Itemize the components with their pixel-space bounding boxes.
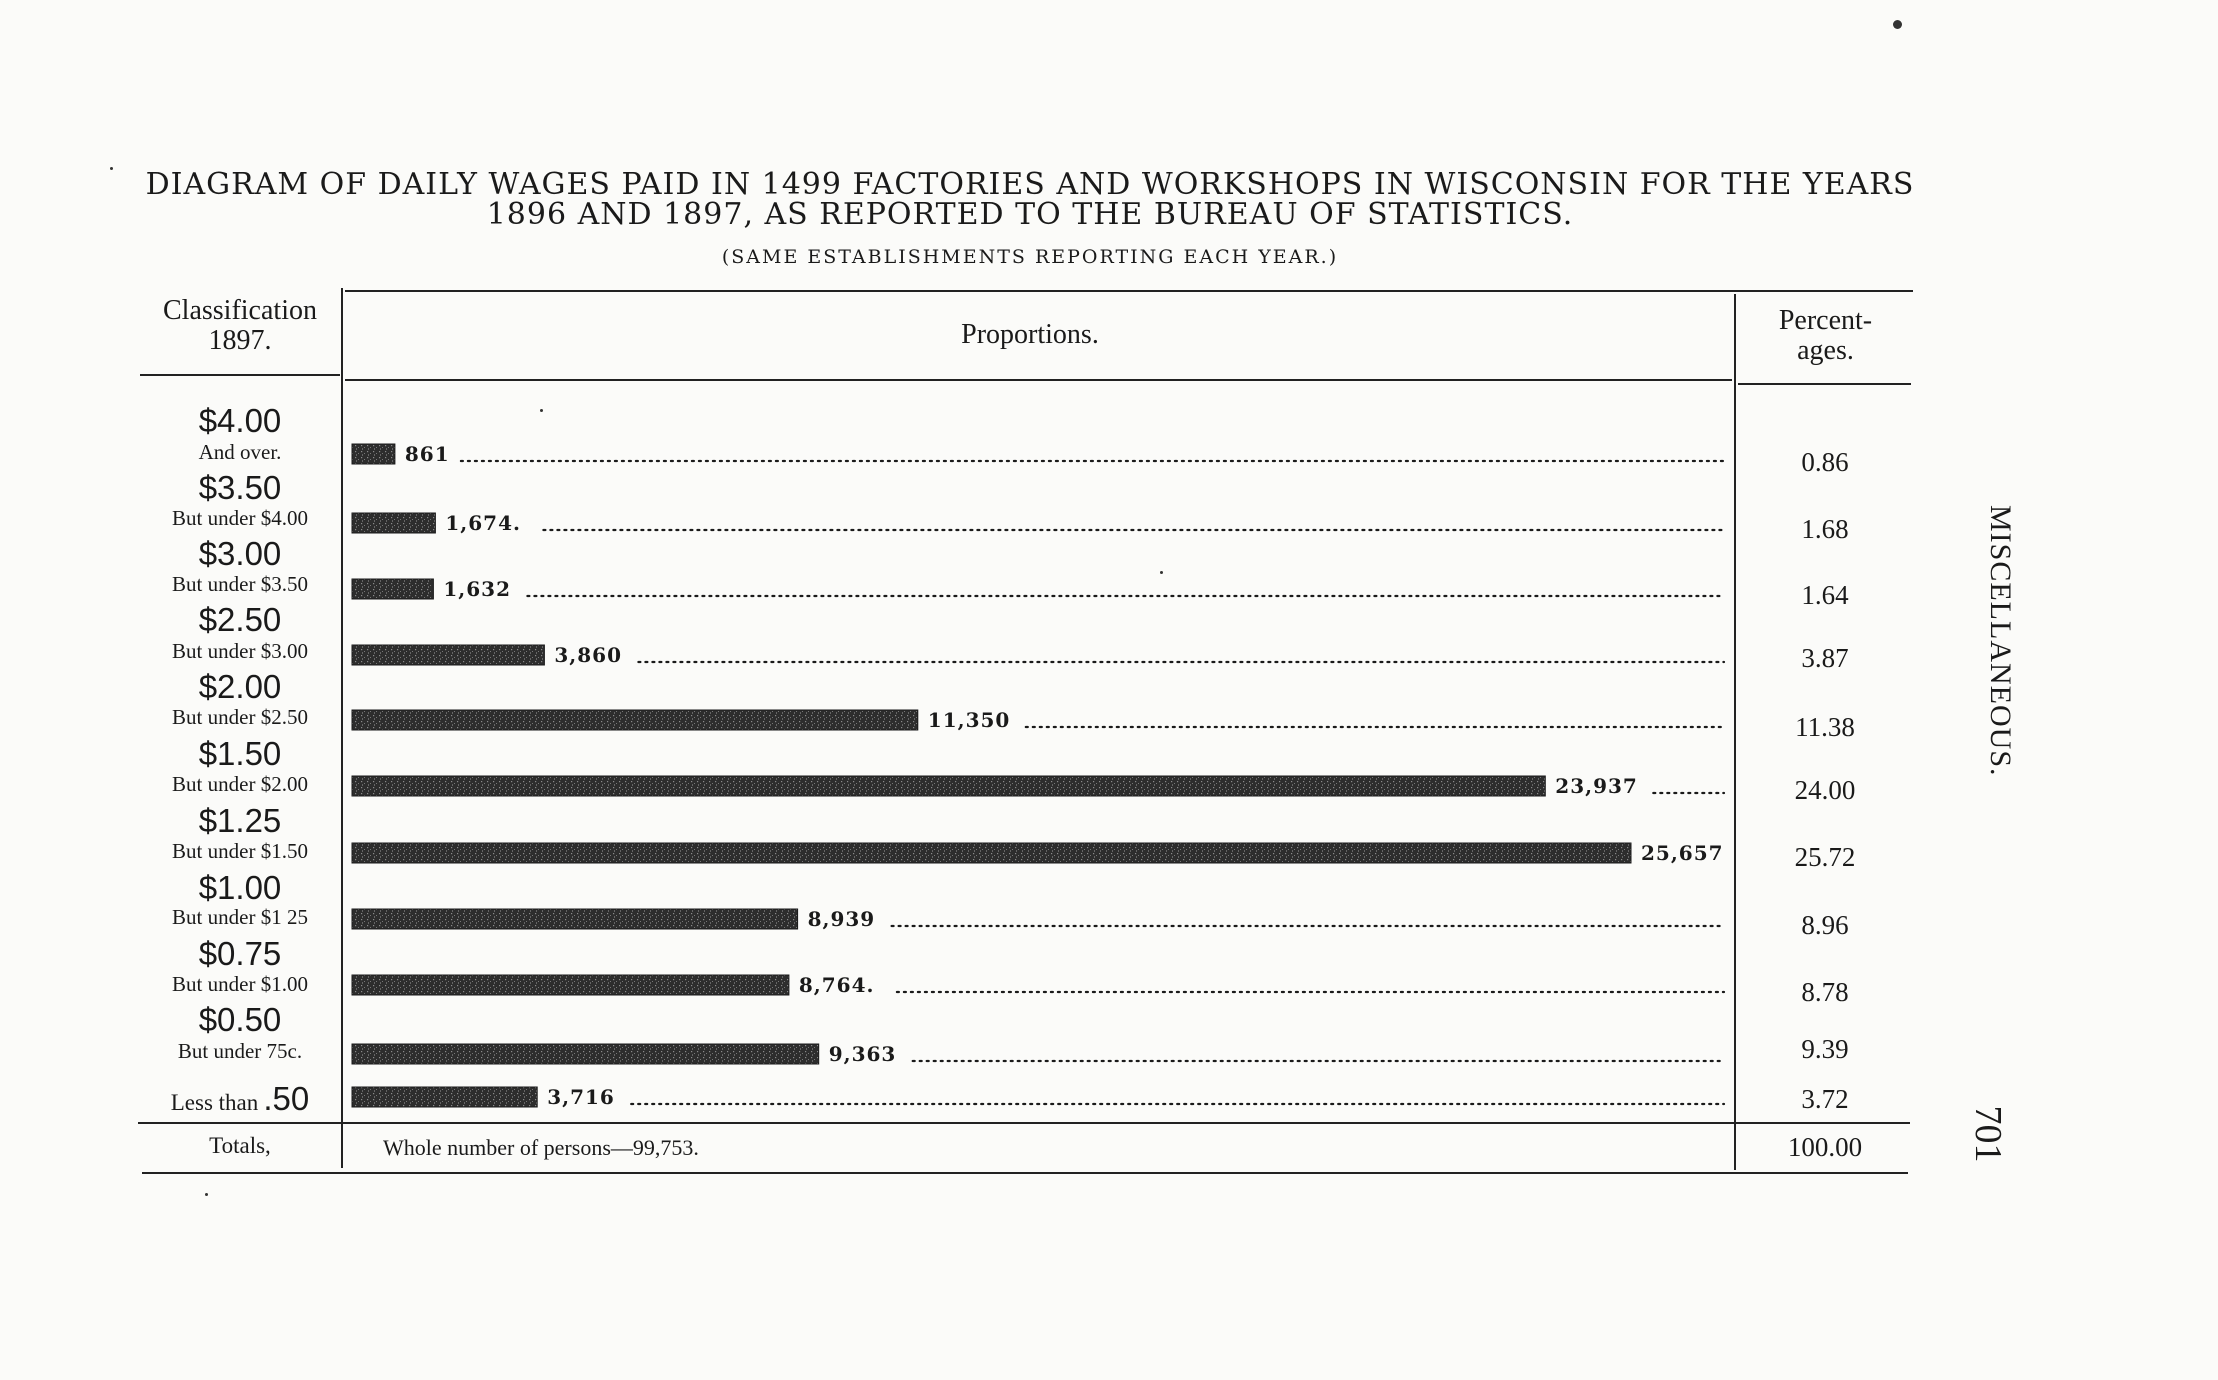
wage-condition-label: But under $2.50 [172,705,308,729]
wage-bar [352,513,435,533]
wage-condition-label: But under $2.00 [172,772,308,796]
page-number: 701 [1967,1105,2009,1163]
wage-condition-label: But under $4.00 [172,506,308,530]
percentage-value: 8.78 [1801,977,1849,1007]
wage-bar [352,909,798,929]
chart-title-line-2: 1896 AND 1897, AS REPORTED TO THE BUREAU OF STATISTICS. [486,197,1574,232]
wage-amount-label: $2.00 [198,668,282,705]
wage-amount-label: $2.50 [198,601,282,638]
wage-condition-label: And over. [198,440,282,464]
bar-value-label: 8,764. [798,973,875,997]
less-than-word: Less than [170,1090,259,1115]
percentage-value: 11.38 [1795,712,1855,742]
wage-amount-label: $4.00 [198,402,282,439]
bar-value-label: 25,657 [1641,841,1724,865]
scan-speck [1893,20,1902,29]
scan-speck [205,1193,208,1196]
header-classification: Classification 1897. [163,295,317,356]
bar-value-label: 23,937 [1555,774,1638,798]
wage-condition-label: But under $3.00 [172,639,308,663]
bar-value-label: 861 [404,442,450,466]
bar-value-label: 8,939 [807,907,876,931]
less-than-value: .50 [263,1080,310,1117]
percentage-value: 1.64 [1801,580,1849,610]
wage-condition-label: But under $3.50 [172,572,308,596]
wage-bar [352,776,1545,796]
wage-bar [352,975,789,995]
wage-bar [352,1044,819,1064]
bar-value-label: 11,350 [927,708,1011,732]
wage-amount-label: $0.75 [198,935,282,972]
bar-value-label: 9,363 [828,1042,897,1066]
section-heading: MISCELLANEOUS. [1984,505,2017,777]
bar-value-label: 3,860 [554,643,623,667]
wage-amount-label: $1.50 [198,735,282,772]
percentage-value: 1.68 [1801,514,1849,544]
bar-value-label: 3,716 [547,1085,615,1109]
percentage-value: 3.87 [1801,643,1849,673]
totals-percentage: 100.00 [1787,1132,1863,1162]
percentage-value: 0.86 [1801,447,1849,477]
scan-speck [110,167,113,170]
chart-subtitle: (SAME ESTABLISHMENTS REPORTING EACH YEAR.) [721,246,1339,268]
wage-bar [352,579,433,599]
wage-bar [352,843,1631,863]
percentage-value: 9.39 [1801,1034,1849,1064]
wage-condition-label: But under 75c. [177,1039,303,1063]
scan-speck [540,409,543,412]
wage-bar [352,645,544,665]
bar-value-label: 1,632 [443,577,512,601]
bar-value-label: 1,674. [445,511,521,535]
totals-label: Totals, [209,1133,271,1158]
percentage-value: 3.72 [1801,1084,1849,1114]
wage-amount-label: $3.50 [198,469,282,506]
scan-speck [1160,571,1163,574]
wage-condition-label: But under $1.50 [172,839,308,863]
whole-number-of-persons: Whole number of persons—99,753. [383,1135,699,1160]
wage-bar [352,710,918,730]
wage-amount-label: $3.00 [198,535,282,572]
percentage-value: 25.72 [1794,842,1856,872]
header-proportions: Proportions. [961,319,1099,350]
header-percentages: Percent- ages. [1778,305,1873,366]
wage-condition-label: But under $1.00 [172,972,308,996]
wage-condition-label: But under $1 25 [172,905,308,929]
percentage-value: 24.00 [1794,775,1856,805]
wage-amount-label: $1.00 [198,869,282,906]
wage-amount-label: $0.50 [198,1001,282,1038]
wage-bar [352,1087,537,1107]
chart-title-line-1: DIAGRAM OF DAILY WAGES PAID IN 1499 FACTORIES AND WORKSHOPS IN WISCONSIN FOR THE YEARS [145,167,1915,202]
percentage-value: 8.96 [1801,910,1849,940]
wage-amount-label: $1.25 [198,802,282,839]
wage-bar [352,444,395,464]
